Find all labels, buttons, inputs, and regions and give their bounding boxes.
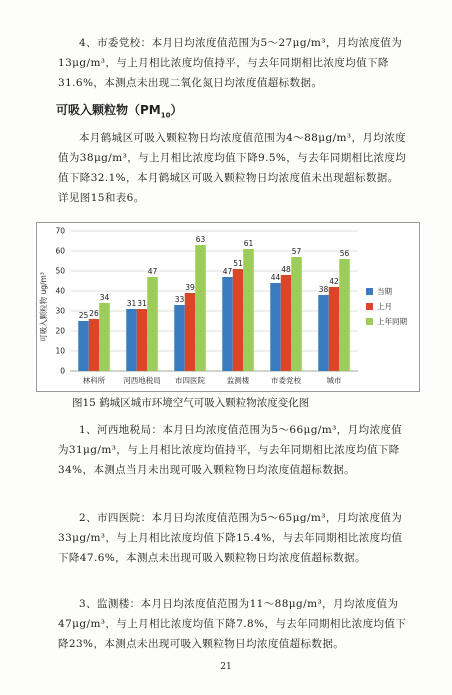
paragraph-party-school: 4、市委党校：本月日均浓度值范围为5～27μg/m³，月均浓度值为13μg/m³，与上月相比浓度均值持平，与去年同期相比浓度均值下降31.6%，本测点未出现二氧化氮日均浓度值超标数据。 [58, 37, 403, 89]
paragraph-hexi: 1、河西地税局：本月日均浓度值范围为5～66μg/m³，月均浓度值为31μg/m³，与上月相比浓度均值持平，与去年同期相比浓度均值下降34%，本测点当月未出现可吸入颗粒物日均浓度值超标数据。 [58, 424, 403, 476]
paragraph-intro: 本月鹤城区可吸入颗粒物日均浓度值范围为4～88μg/m³，月均浓度值为38μg/m³，与上月相比浓度均值下降9.5%，与去年同期相比浓度均值下降32.1%，本月鹤城区可吸入颗粒物日均浓度值未出现超标数据。详见图15和表6。 [58, 132, 407, 204]
bar-1-3 [233, 269, 244, 371]
legend-label-0: 当期 [377, 287, 392, 296]
page-number: 21 [220, 662, 232, 672]
paragraph-monitor-building: 3、监测楼：本月日均浓度值范围为11～88μg/m³，月均浓度值为47μg/m³，与上月相比浓度均值下降7.8%，与去年同期相比浓度均值下降23%，本测点未出现可吸入颗粒物日均浓度值超标数据。 [58, 598, 407, 650]
bar-2-0 [99, 303, 110, 371]
y-tick-label: 40 [55, 286, 65, 296]
data-label: 31 [137, 299, 147, 308]
data-label: 63 [195, 235, 206, 244]
section-title-close: ） [170, 103, 183, 117]
data-label: 34 [99, 293, 110, 302]
y-tick-label: 20 [55, 326, 65, 336]
data-label: 61 [243, 239, 254, 248]
bar-1-1 [137, 309, 148, 371]
data-label: 33 [174, 295, 185, 304]
bar-0-5 [318, 295, 329, 371]
bar-1-4 [281, 275, 292, 371]
x-tick-label: 河西地税局 [123, 376, 161, 385]
y-tick-label: 30 [55, 306, 65, 316]
data-label: 26 [89, 309, 99, 318]
bar-2-3 [243, 249, 254, 371]
bar-1-0 [89, 319, 100, 371]
section-subscript: 10 [160, 111, 171, 120]
bar-2-4 [291, 257, 302, 371]
bar-2-2 [195, 245, 206, 371]
x-tick-label: 林科所 [82, 376, 106, 385]
bar-0-4 [270, 283, 281, 371]
legend-swatch-2 [366, 318, 373, 325]
data-label: 38 [318, 285, 329, 294]
section-title: 可吸入颗粒物（PM [56, 103, 161, 117]
data-label: 47 [147, 267, 158, 276]
bar-2-5 [339, 259, 350, 371]
bar-2-1 [147, 277, 158, 371]
data-label: 47 [222, 267, 233, 276]
bar-0-2 [174, 305, 185, 371]
data-label: 42 [329, 277, 339, 286]
paragraph-hospital: 2、市四医院：本月日均浓度值范围为5～65μg/m³，月均浓度值为33μg/m³，与上月相比浓度均值下降15.4%，与去年同期相比浓度均值下降47.6%，本测点未出现可吸入颗粒物日均浓度值超标数据。 [58, 512, 403, 564]
x-tick-label: 市委党校 [271, 376, 301, 385]
data-label: 56 [339, 249, 350, 258]
bar-1-5 [329, 287, 340, 371]
legend-label-2: 上年同期 [377, 317, 407, 326]
legend-swatch-0 [366, 288, 373, 295]
data-label: 51 [233, 259, 243, 268]
y-axis-label: 可吸入颗粒物 ug/m³ [39, 272, 48, 342]
legend-swatch-1 [366, 303, 373, 310]
x-tick-label: 市四医院 [175, 376, 205, 385]
data-label: 39 [185, 283, 195, 292]
data-label: 25 [78, 311, 89, 320]
section-heading [56, 101, 183, 119]
x-tick-label: 城市 [326, 376, 342, 385]
y-tick-label: 10 [55, 346, 65, 356]
bar-0-0 [78, 321, 89, 371]
data-label: 44 [270, 273, 281, 282]
legend-label-1: 上月 [377, 302, 392, 311]
bar-0-3 [222, 277, 233, 371]
data-label: 31 [126, 299, 137, 308]
bar-0-1 [126, 309, 137, 371]
figure-caption: 图15 鹤城区城市环境空气可吸入颗粒物浓度变化图 [72, 397, 310, 409]
data-label: 57 [291, 247, 302, 256]
x-tick-label: 监测楼 [226, 376, 250, 385]
bar-1-2 [185, 293, 196, 371]
y-tick-label: 70 [55, 226, 65, 236]
data-label: 48 [281, 265, 291, 274]
y-tick-label: 0 [60, 366, 65, 376]
y-tick-label: 60 [55, 246, 65, 256]
pm10-bar-chart [36, 222, 420, 392]
y-tick-label: 50 [55, 266, 65, 276]
